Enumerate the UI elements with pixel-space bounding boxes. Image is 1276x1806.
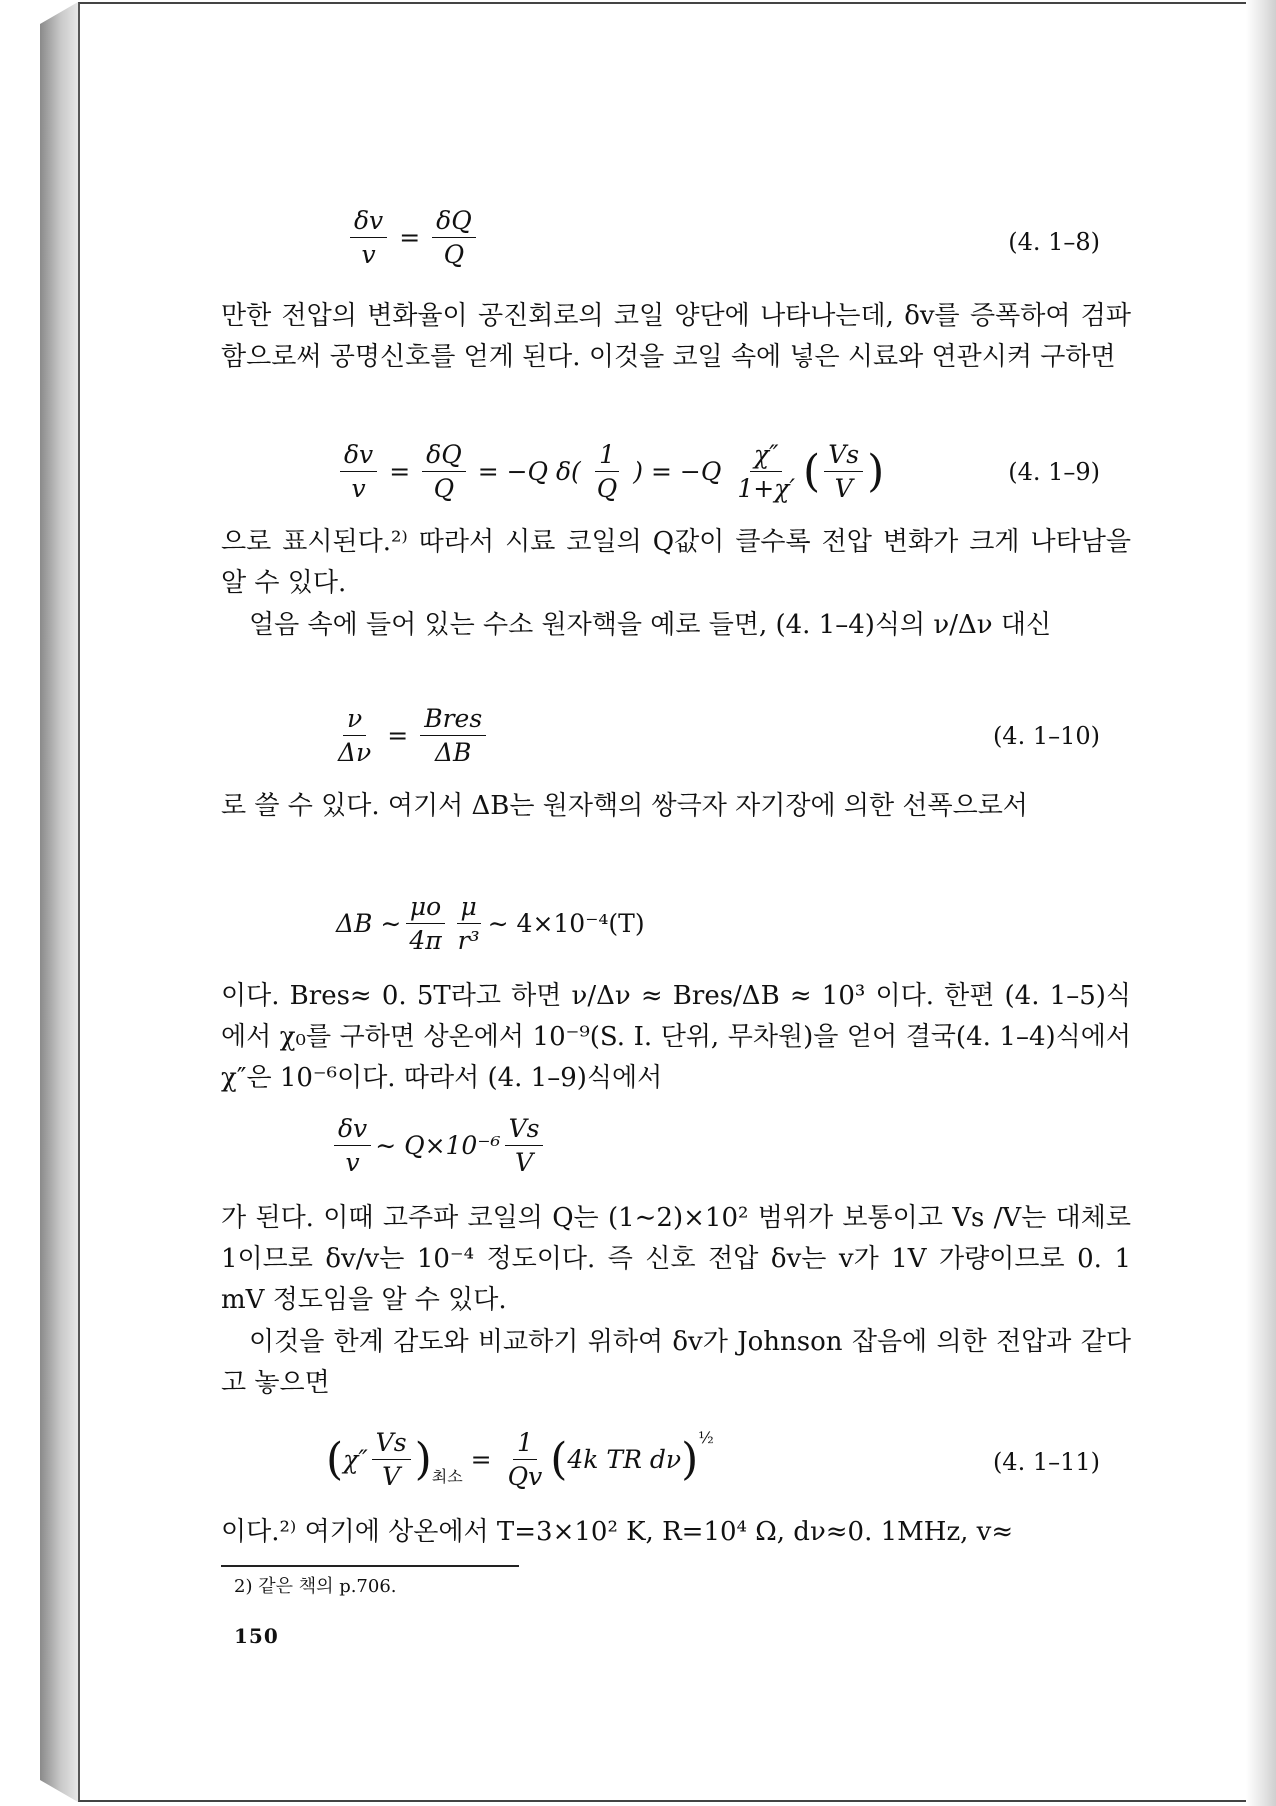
denominator: Q (433, 474, 455, 503)
page-number: 150 (234, 1624, 279, 1648)
fraction (432, 206, 476, 269)
denominator: v (351, 474, 366, 503)
equation-number: (4. 1–8) (1008, 228, 1100, 256)
numerator: μo (406, 892, 445, 924)
fraction (334, 1114, 371, 1177)
denominator: V (514, 1148, 534, 1177)
numerator: χ″ (750, 440, 783, 472)
paragraph-7: 이것을 한계 감도와 비교하기 위하여 δv가 Johnson 잡음에 의한 전압과 같다고 놓으면 (221, 1327, 1131, 1398)
expression-part: 4k TR dν (567, 1445, 682, 1474)
expression-part: ) = −Q (633, 457, 722, 486)
equation-4-1-10 (330, 704, 490, 767)
numerator: δv (350, 206, 387, 238)
fraction (593, 440, 622, 503)
denominator: 4π (409, 926, 442, 955)
denominator: Qv (507, 1462, 543, 1491)
equation-number: (4. 1–9) (1008, 458, 1100, 486)
denominator: V (382, 1462, 401, 1491)
denominator: Q (596, 474, 618, 503)
equals-sign: = (389, 457, 411, 486)
numerator: δv (340, 440, 377, 472)
denominator: V (834, 474, 853, 503)
denominator: 1+χ′ (737, 474, 796, 503)
paren: ) (681, 1433, 699, 1485)
fraction (504, 1428, 547, 1491)
footnote-rule (221, 1565, 519, 1567)
numerator: μ (457, 892, 481, 924)
fraction (505, 1114, 544, 1177)
paragraph-5: 이다. Bres≈ 0. 5T라고 하면 ν/Δν ≈ Bres/ΔB ≈ 10³ 이다. 한편 (4. 1–5)식에서 χ₀를 구하면 상온에서 10⁻⁹(S. I. 단위, 무차원)을 얻어 결국(4. 1–4)식에서 χ″은 10⁻⁶이다. 따라서 (4. 1–9)식에서 (221, 981, 1131, 1093)
expression-part: χ″ (343, 1445, 368, 1474)
fraction (422, 440, 466, 503)
fraction (372, 1428, 411, 1491)
fraction (824, 440, 863, 503)
footnote: 2) 같은 책의 p.706. (234, 1576, 397, 1597)
paragraph-8: 이다.²⁾ 여기에 상온에서 T=3×10² K, R=10⁴ Ω, dν≈0. 1MHz, v≈ (221, 1517, 1014, 1547)
paragraph-4: 로 쓸 수 있다. 여기서 ΔB는 원자핵의 쌍극자 자기장에 의한 선폭으로서 (221, 791, 1028, 821)
denominator: Q (443, 240, 465, 269)
equation-delta-b (336, 892, 645, 955)
numerator: Bres (420, 704, 486, 736)
expression-part: = −Q δ( (477, 457, 581, 486)
numerator: δQ (422, 440, 466, 472)
exponent: ½ (698, 1428, 714, 1447)
page-edge-shadow (1246, 0, 1276, 1806)
denominator: r³ (457, 926, 480, 955)
expression-part: ∼ 4×10⁻⁴(T) (487, 909, 645, 938)
denominator: ΔB (434, 738, 472, 767)
denominator: Δν (338, 738, 372, 767)
paren: ) (867, 445, 885, 497)
subscript: 최소 (431, 1467, 463, 1486)
equals-sign: = (387, 721, 409, 750)
paren: ( (326, 1433, 344, 1485)
equals-sign: = (470, 1445, 492, 1474)
fraction (405, 892, 445, 955)
paragraph-6: 가 된다. 이때 고주파 코일의 Q는 (1∼2)×10² 범위가 보통이고 Vs /V는 대체로 1이므로 δv/v는 10⁻⁴ 정도이다. 즉 신호 전압 δv는 v가 1V 가량이므로 0. 1 mV 정도임을 알 수 있다. (221, 1203, 1131, 1315)
fraction (420, 704, 486, 767)
numerator: 1 (513, 1428, 537, 1460)
equation-4-1-9 (336, 440, 884, 503)
equation-number: (4. 1–11) (992, 1448, 1100, 1476)
fraction (454, 892, 484, 955)
paragraph-1: 만한 전압의 변화율이 공진회로의 코일 양단에 나타나는데, δv를 증폭하여 검파함으로써 공명신호를 얻게 된다. 이것을 코일 속에 넣은 시료와 연관시켜 구하면 (221, 301, 1131, 372)
numerator: 1 (595, 440, 619, 472)
numerator: Vs (824, 440, 863, 472)
fraction (340, 440, 377, 503)
equation-4-1-8 (346, 206, 480, 269)
paragraph-2: 으로 표시된다.²⁾ 따라서 시료 코일의 Q값이 클수록 전압 변화가 크게 나타남을 알 수 있다. (221, 527, 1131, 598)
equation-4-1-11 (326, 1428, 714, 1491)
numerator: ν (343, 704, 366, 736)
equation-signal-estimate (330, 1114, 547, 1177)
numerator: δQ (432, 206, 476, 238)
fraction (334, 704, 375, 767)
paragraph-3: 얼음 속에 들어 있는 수소 원자핵을 예로 들면, (4. 1–4)식의 ν/Δν 대신 (249, 610, 1052, 640)
paren: ( (803, 445, 821, 497)
numerator: Vs (372, 1428, 411, 1460)
numerator: δv (334, 1114, 371, 1146)
fraction (733, 440, 799, 503)
equals-sign: = (399, 223, 421, 252)
book-spine (40, 2, 78, 1802)
denominator: v (361, 240, 376, 269)
denominator: v (345, 1148, 360, 1177)
paren: ( (550, 1433, 568, 1485)
expression-part: ΔB ∼ (336, 909, 402, 938)
paren: ) (414, 1433, 432, 1485)
expression-part: ∼ Q×10⁻⁶ (375, 1131, 501, 1160)
numerator: Vs (505, 1114, 544, 1146)
equation-number: (4. 1–10) (992, 722, 1100, 750)
fraction (350, 206, 387, 269)
